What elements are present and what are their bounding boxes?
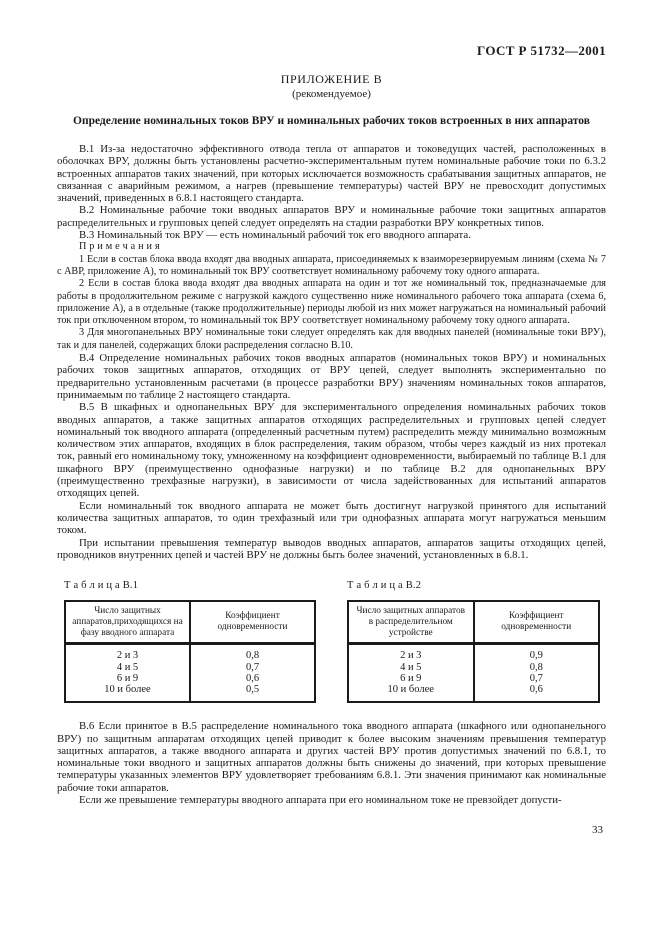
- table-cell: 0,6: [190, 673, 315, 684]
- table-cell: 0,8: [474, 662, 600, 673]
- table-b2-col1-header: Число защитных аппаратов в распределительном устройстве: [348, 601, 474, 644]
- table-b2: [347, 600, 600, 703]
- table-cell: 2 и 3: [400, 650, 422, 662]
- table-cell: 0,6: [474, 684, 600, 702]
- table-b1: [64, 600, 316, 703]
- table-b2-header: [348, 601, 599, 644]
- table-row: [65, 644, 315, 662]
- table-cell: 10 и более: [104, 684, 151, 696]
- paragraph-b3: В.3 Номинальный ток ВРУ — есть номинальный рабочий ток его вводного аппарата.: [79, 229, 471, 242]
- table-cell: 0,5: [190, 684, 315, 702]
- note-1: 1 Если в состав блока ввода входят два вводных аппарата, присоединяемых к взаиморезервируемым линиям (схема № 7 с АВР, приложение А), то номинальный ток ВРУ соответствует номинальному рабочему току одного аппарата.: [57, 253, 606, 277]
- table-b1-header: [65, 601, 315, 644]
- table-cell: 0,9: [474, 644, 600, 662]
- paragraph-b5-cont2: При испытании превышения температур выводов вводных аппаратов, аппаратов защиты отходящих цепей, проводников внутренних цепей и частей ВРУ не должны быть более значений, установленных в 6.8.1.: [57, 536, 606, 561]
- table-cell: 4 и 5: [400, 661, 422, 673]
- table-b1-col2-header: Коэффициент одновременности: [190, 601, 315, 644]
- notes-block: [57, 241, 606, 352]
- paragraph-b6-cont: Если же превышение температуры вводного аппарата при его номинальном токе не превзойдет допусти-: [79, 794, 562, 807]
- table-b2-block: [347, 580, 600, 703]
- note-2: 2 Если в состав блока ввода входят два вводных аппарата на один и тот же номинальный ток, предназначаемые для работы в продолжительном режиме с нагрузкой каждого существенно ниже номинального рабочего тока аппарата (схема 6, приложение А), а в отдельные (также продолжительные) периоды любой из них может нагружаться на номинальный рабочий ток при отключенном втором, то номинальный ток ВРУ соответствует номинальному рабочему току одного аппарата.: [57, 278, 606, 327]
- paragraph-b5-cont1: Если номинальный ток вводного аппарата не может быть достигнут нагрузкой принятого для испытаний количества защитных аппаратов, то один трехфазный или три однофазных аппарата могут нагружаться меньшим током.: [57, 499, 606, 537]
- paragraph-b1: В.1 Из-за недостаточно эффективного отвода тепла от аппаратов и токоведущих частей, расположенных в оболочках ВРУ, должны быть установлены расчетно-экспериментальным путем номинальные рабочие токи по 6.3.2 встроенных аппаратов таких значений, при которых исключается возможность срабатывания защитных аппаратов, не связанная с аварийным режимом, а нагрев (превышение температуры) частей ВРУ не превосходит допустимых значений, приведенных в 6.8.1 настоящего стандарта.: [57, 143, 606, 205]
- table-row: [65, 673, 315, 684]
- table-cell: 10 и более: [387, 684, 434, 696]
- document-reference: ГОСТ Р 51732—2001: [476, 43, 606, 58]
- page-number: 33: [592, 824, 603, 836]
- table-row: [65, 662, 315, 673]
- tables-row: [57, 580, 606, 703]
- page-content: [57, 72, 606, 806]
- table-b1-block: [64, 580, 316, 703]
- table-row: [348, 684, 599, 702]
- appendix-title: ПРИЛОЖЕНИЕ В: [280, 72, 383, 86]
- table-cell: 0,7: [474, 673, 600, 684]
- table-b2-col2-header: Коэффициент одновременности: [474, 601, 600, 644]
- table-cell: 0,7: [190, 662, 315, 673]
- table-cell: 6 и 9: [400, 672, 422, 684]
- body-text: [57, 143, 606, 561]
- paragraph-b4: В.4 Определение номинальных рабочих токов вводных аппаратов (номинальных токов ВРУ) и номинальных рабочих токов защитных аппаратов, отходящих от ВРУ цепей, следует выполнять экспериментально по предварительно установленным расчетами (в процессе разработки ВРУ) значениям номинальных токов аппаратов, принимаемым по таблице 2 настоящего стандарта.: [57, 352, 606, 401]
- table-cell: 2 и 3: [116, 650, 139, 662]
- paragraph-b2: В.2 Номинальные рабочие токи вводных аппаратов ВРУ и номинальные рабочие токи защитных аппаратов распределительных и групповых цепей следует определять на стадии разработки ВРУ конкретных типов.: [57, 204, 606, 229]
- table-cell: 0,8: [190, 644, 315, 662]
- appendix-subtitle: (рекомендуемое): [292, 88, 371, 100]
- notes-label: П р и м е ч а н и я: [79, 241, 160, 253]
- paragraph-b6: В.6 Если принятое в В.5 распределение номинального тока вводного аппарата (шкафного или однопанельного ВРУ) по защитным аппаратам отходящих цепей приводит к более высоким значениям превышения температур защитных аппаратов, а также вводного аппарата и других частей ВРУ против допустимых значений по 6.8.1, то номинальные токи вводного и защитных аппаратов должны быть снижены до значений, при которых превышение температуры указанных элементов ВРУ удовлетворяет требованиям 6.8.1. Эти значения принимают как номинальные рабочие токи аппаратов.: [57, 720, 606, 794]
- closing-text: [57, 720, 606, 806]
- table-b2-label: Т а б л и ц а В.2: [347, 580, 422, 592]
- table-cell: 4 и 5: [116, 661, 139, 673]
- note-3: 3 Для многопанельных ВРУ номинальные токи следует определять как для вводных панелей (номинальные токи ВРУ), так и для панелей, содержащих блоки распределения согласно В.10.: [57, 327, 606, 351]
- table-row: [348, 673, 599, 684]
- section-heading: Определение номинальных токов ВРУ и номинальных рабочих токов встроенных в них аппаратов: [73, 115, 590, 127]
- table-b1-label: Т а б л и ц а В.1: [64, 580, 139, 592]
- table-b1-col1-header: Число защитных аппаратов,приходящихся на фазу вводного аппарата: [65, 601, 190, 644]
- paragraph-b5: В.5 В шкафных и однопанельных ВРУ для экспериментального определения номинальных рабочих токов вводных аппаратов, а также защитных аппаратов отходящих распределительных и групповых цепей следует номинальный ток вводного аппарата (определенный расчетным путем) распределить между минимально возможным количеством этих аппаратов, входящих в блок распределения, таким образом, чтобы через каждый из них протекал ток, равный его номинальному току, умноженному на коэффициент одновременности, выбираемый по таблице В.1 для шкафного ВРУ (преимущественно однофазные нагрузки) и по таблице В.2 для однопанельных ВРУ (преимущественно трехфазные нагрузки), в зависимости от числа задействованных для испытаний аппаратов отходящих цепей.: [57, 401, 606, 500]
- table-row: [348, 662, 599, 673]
- table-cell: 6 и 9: [116, 672, 139, 684]
- table-row: [348, 644, 599, 662]
- table-row: [65, 684, 315, 702]
